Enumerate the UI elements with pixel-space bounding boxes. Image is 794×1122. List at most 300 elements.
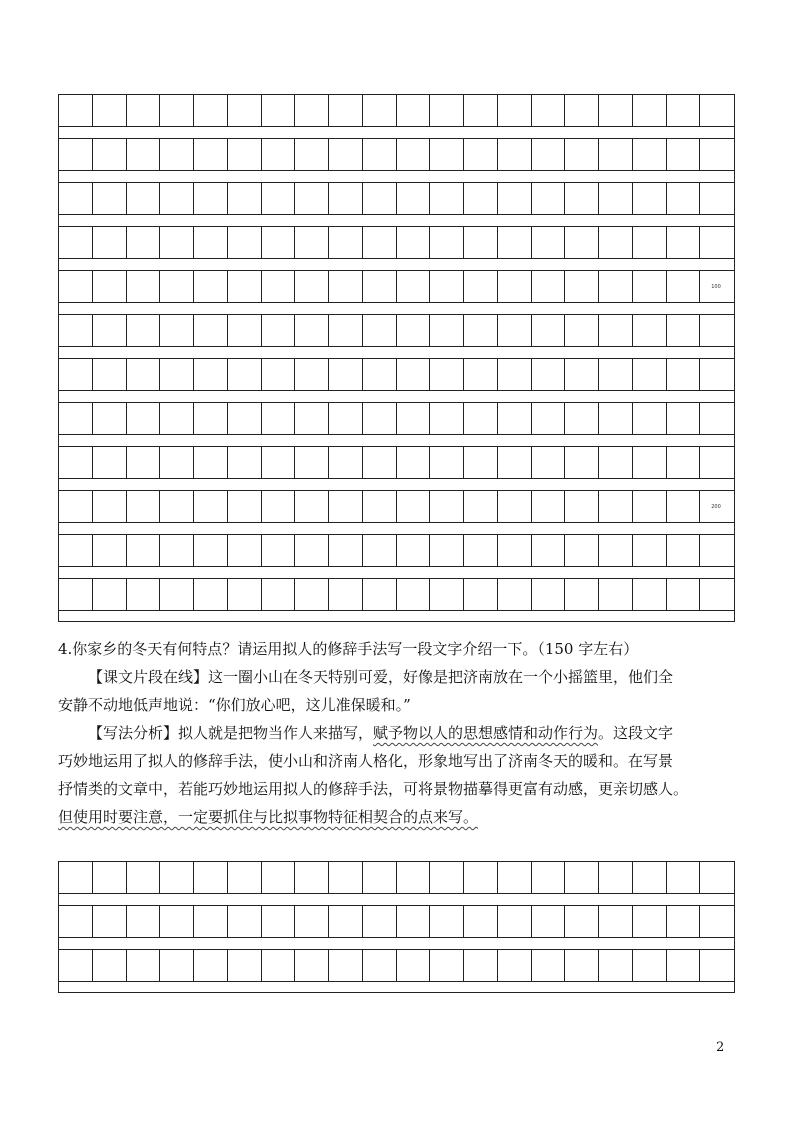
grid-cell[interactable]: [295, 227, 329, 258]
grid-cell[interactable]: [532, 862, 566, 893]
grid-cell[interactable]: [262, 227, 296, 258]
grid-cell[interactable]: [127, 447, 161, 478]
grid-cell[interactable]: [262, 183, 296, 214]
grid-cell[interactable]: [565, 906, 599, 937]
grid-cell[interactable]: [262, 535, 296, 566]
grid-cell[interactable]: [599, 862, 633, 893]
grid-cell[interactable]: [667, 315, 701, 346]
grid-cell[interactable]: [194, 535, 228, 566]
grid-cell[interactable]: [228, 579, 262, 610]
grid-cell[interactable]: [700, 95, 734, 126]
grid-cell[interactable]: [59, 403, 93, 434]
grid-cell[interactable]: [127, 183, 161, 214]
grid-cell[interactable]: [329, 403, 363, 434]
grid-cell[interactable]: [464, 315, 498, 346]
grid-cell[interactable]: [93, 359, 127, 390]
grid-cell[interactable]: [565, 315, 599, 346]
grid-cell[interactable]: [363, 403, 397, 434]
grid-cell[interactable]: [599, 183, 633, 214]
grid-cell[interactable]: [498, 579, 532, 610]
grid-cell[interactable]: [464, 535, 498, 566]
grid-cell[interactable]: [160, 139, 194, 170]
grid-cell[interactable]: [599, 535, 633, 566]
grid-cell[interactable]: [565, 862, 599, 893]
grid-cell[interactable]: [599, 271, 633, 302]
grid-cell[interactable]: [498, 359, 532, 390]
grid-cell[interactable]: [295, 271, 329, 302]
grid-cell[interactable]: [498, 862, 532, 893]
grid-cell[interactable]: [532, 491, 566, 522]
grid-cell[interactable]: [228, 447, 262, 478]
grid-cell[interactable]: [430, 491, 464, 522]
grid-cell[interactable]: [498, 139, 532, 170]
grid-cell[interactable]: [93, 950, 127, 981]
grid-cell[interactable]: [363, 183, 397, 214]
grid-cell[interactable]: [700, 139, 734, 170]
grid-cell[interactable]: [565, 579, 599, 610]
grid-cell[interactable]: [363, 491, 397, 522]
grid-cell[interactable]: [464, 579, 498, 610]
grid-cell[interactable]: [295, 906, 329, 937]
grid-cell[interactable]: [397, 227, 431, 258]
grid-cell[interactable]: [565, 271, 599, 302]
grid-cell[interactable]: [262, 447, 296, 478]
grid-cell[interactable]: [599, 579, 633, 610]
grid-cell[interactable]: [59, 491, 93, 522]
grid-cell[interactable]: [667, 95, 701, 126]
grid-cell[interactable]: [565, 359, 599, 390]
grid-cell[interactable]: [363, 359, 397, 390]
grid-cell[interactable]: [228, 403, 262, 434]
grid-cell[interactable]: [160, 271, 194, 302]
grid-cell[interactable]: [430, 862, 464, 893]
grid-cell[interactable]: [464, 95, 498, 126]
grid-cell[interactable]: [329, 491, 363, 522]
grid-cell[interactable]: [633, 906, 667, 937]
grid-cell[interactable]: [228, 862, 262, 893]
grid-cell[interactable]: [667, 491, 701, 522]
grid-cell[interactable]: [363, 579, 397, 610]
grid-cell[interactable]: [667, 227, 701, 258]
grid-cell[interactable]: [464, 403, 498, 434]
grid-cell[interactable]: [700, 183, 734, 214]
grid-cell[interactable]: [397, 139, 431, 170]
grid-cell[interactable]: [397, 579, 431, 610]
grid-cell[interactable]: [599, 906, 633, 937]
grid-cell[interactable]: [464, 447, 498, 478]
grid-cell[interactable]: [633, 315, 667, 346]
grid-cell[interactable]: [329, 359, 363, 390]
grid-cell[interactable]: [228, 227, 262, 258]
grid-cell[interactable]: [532, 906, 566, 937]
grid-cell[interactable]: [565, 447, 599, 478]
grid-cell[interactable]: [329, 579, 363, 610]
grid-cell[interactable]: [329, 447, 363, 478]
grid-cell[interactable]: [329, 139, 363, 170]
grid-cell[interactable]: [464, 227, 498, 258]
grid-cell[interactable]: [498, 491, 532, 522]
grid-cell[interactable]: [262, 950, 296, 981]
grid-cell[interactable]: [397, 403, 431, 434]
grid-cell[interactable]: [397, 359, 431, 390]
grid-cell[interactable]: [93, 906, 127, 937]
grid-cell[interactable]: [329, 315, 363, 346]
grid-cell[interactable]: [633, 227, 667, 258]
grid-cell[interactable]: [127, 862, 161, 893]
grid-cell[interactable]: [464, 491, 498, 522]
grid-cell[interactable]: [667, 403, 701, 434]
grid-cell[interactable]: [295, 579, 329, 610]
grid-cell[interactable]: [464, 271, 498, 302]
grid-cell[interactable]: [464, 950, 498, 981]
grid-cell[interactable]: [667, 579, 701, 610]
grid-cell[interactable]: [262, 491, 296, 522]
grid-cell[interactable]: [397, 491, 431, 522]
grid-cell[interactable]: [430, 95, 464, 126]
grid-cell[interactable]: [329, 862, 363, 893]
grid-cell[interactable]: [194, 906, 228, 937]
grid-cell[interactable]: [194, 403, 228, 434]
grid-cell[interactable]: [194, 95, 228, 126]
grid-cell[interactable]: [59, 862, 93, 893]
grid-cell[interactable]: [532, 403, 566, 434]
grid-cell[interactable]: [633, 535, 667, 566]
grid-cell[interactable]: [194, 862, 228, 893]
grid-cell[interactable]: [228, 95, 262, 126]
grid-cell[interactable]: [262, 271, 296, 302]
grid-cell[interactable]: [363, 447, 397, 478]
grid-cell[interactable]: [93, 183, 127, 214]
grid-cell[interactable]: [430, 950, 464, 981]
grid-cell[interactable]: [262, 139, 296, 170]
grid-cell[interactable]: [667, 359, 701, 390]
grid-cell[interactable]: [295, 139, 329, 170]
grid-cell[interactable]: [262, 862, 296, 893]
grid-cell[interactable]: [127, 535, 161, 566]
grid-cell[interactable]: [59, 579, 93, 610]
grid-cell[interactable]: [667, 950, 701, 981]
grid-cell[interactable]: [700, 950, 734, 981]
grid-cell[interactable]: [160, 315, 194, 346]
grid-cell[interactable]: [228, 906, 262, 937]
grid-cell[interactable]: [397, 862, 431, 893]
grid-cell[interactable]: [295, 95, 329, 126]
grid-cell[interactable]: [363, 535, 397, 566]
grid-cell[interactable]: [532, 315, 566, 346]
grid-cell[interactable]: [228, 359, 262, 390]
grid-cell[interactable]: [532, 950, 566, 981]
grid-cell[interactable]: [127, 359, 161, 390]
grid-cell[interactable]: [700, 535, 734, 566]
grid-cell[interactable]: [295, 447, 329, 478]
grid-cell[interactable]: [498, 950, 532, 981]
grid-cell[interactable]: [93, 271, 127, 302]
grid-cell[interactable]: [160, 227, 194, 258]
grid-cell[interactable]: [363, 906, 397, 937]
grid-cell[interactable]: [430, 906, 464, 937]
grid-cell[interactable]: [93, 139, 127, 170]
grid-cell[interactable]: [565, 950, 599, 981]
grid-cell[interactable]: [262, 403, 296, 434]
grid-cell[interactable]: [532, 271, 566, 302]
grid-cell[interactable]: [59, 271, 93, 302]
grid-cell[interactable]: [430, 315, 464, 346]
grid-cell[interactable]: [397, 315, 431, 346]
grid-cell[interactable]: [295, 359, 329, 390]
grid-cell[interactable]: [363, 95, 397, 126]
grid-cell[interactable]: [599, 403, 633, 434]
grid-cell[interactable]: [700, 227, 734, 258]
grid-cell[interactable]: [127, 227, 161, 258]
grid-cell[interactable]: [228, 271, 262, 302]
grid-cell[interactable]: [565, 403, 599, 434]
grid-cell[interactable]: [295, 183, 329, 214]
grid-cell[interactable]: [59, 535, 93, 566]
grid-cell[interactable]: [700, 359, 734, 390]
grid-cell[interactable]: [430, 403, 464, 434]
grid-cell[interactable]: [59, 359, 93, 390]
grid-cell[interactable]: [194, 359, 228, 390]
grid-cell[interactable]: [329, 227, 363, 258]
grid-cell[interactable]: [430, 579, 464, 610]
grid-cell[interactable]: [363, 139, 397, 170]
grid-cell[interactable]: [532, 227, 566, 258]
grid-cell[interactable]: [700, 491, 734, 522]
grid-cell[interactable]: [295, 403, 329, 434]
grid-cell[interactable]: [295, 491, 329, 522]
grid-cell[interactable]: [194, 271, 228, 302]
grid-cell[interactable]: [160, 447, 194, 478]
grid-cell[interactable]: [194, 315, 228, 346]
grid-cell[interactable]: [262, 579, 296, 610]
grid-cell[interactable]: [194, 950, 228, 981]
grid-cell[interactable]: [262, 95, 296, 126]
grid-cell[interactable]: [127, 315, 161, 346]
grid-cell[interactable]: [498, 315, 532, 346]
grid-cell[interactable]: [700, 447, 734, 478]
grid-cell[interactable]: [667, 271, 701, 302]
grid-cell[interactable]: [430, 271, 464, 302]
grid-cell[interactable]: [194, 447, 228, 478]
grid-cell[interactable]: [599, 491, 633, 522]
grid-cell[interactable]: [228, 139, 262, 170]
grid-cell[interactable]: [498, 403, 532, 434]
grid-cell[interactable]: [464, 862, 498, 893]
grid-cell[interactable]: [228, 950, 262, 981]
grid-cell[interactable]: [329, 535, 363, 566]
grid-cell[interactable]: [329, 906, 363, 937]
grid-cell[interactable]: [397, 535, 431, 566]
grid-cell[interactable]: [430, 227, 464, 258]
grid-cell[interactable]: [228, 315, 262, 346]
grid-cell[interactable]: [700, 315, 734, 346]
grid-cell[interactable]: [59, 950, 93, 981]
grid-cell[interactable]: [160, 359, 194, 390]
grid-cell[interactable]: [295, 950, 329, 981]
grid-cell[interactable]: [667, 447, 701, 478]
grid-cell[interactable]: [127, 95, 161, 126]
grid-cell[interactable]: [93, 403, 127, 434]
grid-cell[interactable]: [160, 403, 194, 434]
grid-cell[interactable]: [498, 183, 532, 214]
grid-cell[interactable]: [633, 491, 667, 522]
grid-cell[interactable]: [599, 447, 633, 478]
grid-cell[interactable]: [700, 271, 734, 302]
grid-cell[interactable]: [127, 403, 161, 434]
grid-cell[interactable]: [498, 227, 532, 258]
grid-cell[interactable]: [532, 579, 566, 610]
grid-cell[interactable]: [93, 95, 127, 126]
grid-cell[interactable]: [295, 862, 329, 893]
grid-cell[interactable]: [160, 906, 194, 937]
grid-cell[interactable]: [633, 359, 667, 390]
grid-cell[interactable]: [498, 535, 532, 566]
grid-cell[interactable]: [565, 535, 599, 566]
grid-cell[interactable]: [93, 315, 127, 346]
grid-cell[interactable]: [397, 183, 431, 214]
grid-cell[interactable]: [498, 906, 532, 937]
grid-cell[interactable]: [667, 906, 701, 937]
grid-cell[interactable]: [464, 139, 498, 170]
grid-cell[interactable]: [498, 447, 532, 478]
grid-cell[interactable]: [667, 535, 701, 566]
grid-cell[interactable]: [599, 315, 633, 346]
grid-cell[interactable]: [700, 862, 734, 893]
grid-cell[interactable]: [363, 315, 397, 346]
grid-cell[interactable]: [329, 95, 363, 126]
grid-cell[interactable]: [599, 95, 633, 126]
grid-cell[interactable]: [160, 950, 194, 981]
grid-cell[interactable]: [160, 862, 194, 893]
grid-cell[interactable]: [565, 491, 599, 522]
grid-cell[interactable]: [667, 139, 701, 170]
grid-cell[interactable]: [127, 906, 161, 937]
grid-cell[interactable]: [430, 447, 464, 478]
grid-cell[interactable]: [59, 227, 93, 258]
grid-cell[interactable]: [464, 183, 498, 214]
grid-cell[interactable]: [228, 491, 262, 522]
grid-cell[interactable]: [532, 447, 566, 478]
grid-cell[interactable]: [397, 906, 431, 937]
grid-cell[interactable]: [667, 183, 701, 214]
grid-cell[interactable]: [295, 535, 329, 566]
grid-cell[interactable]: [59, 906, 93, 937]
grid-cell[interactable]: [93, 447, 127, 478]
grid-cell[interactable]: [633, 403, 667, 434]
grid-cell[interactable]: [430, 139, 464, 170]
grid-cell[interactable]: [565, 95, 599, 126]
grid-cell[interactable]: [194, 227, 228, 258]
grid-cell[interactable]: [127, 491, 161, 522]
grid-cell[interactable]: [127, 139, 161, 170]
grid-cell[interactable]: [397, 447, 431, 478]
grid-cell[interactable]: [599, 359, 633, 390]
grid-cell[interactable]: [194, 579, 228, 610]
grid-cell[interactable]: [498, 95, 532, 126]
grid-cell[interactable]: [93, 227, 127, 258]
grid-cell[interactable]: [160, 95, 194, 126]
grid-cell[interactable]: [397, 950, 431, 981]
grid-cell[interactable]: [599, 227, 633, 258]
grid-cell[interactable]: [93, 862, 127, 893]
grid-cell[interactable]: [160, 535, 194, 566]
grid-cell[interactable]: [532, 183, 566, 214]
grid-cell[interactable]: [633, 862, 667, 893]
grid-cell[interactable]: [160, 579, 194, 610]
grid-cell[interactable]: [59, 447, 93, 478]
grid-cell[interactable]: [59, 315, 93, 346]
grid-cell[interactable]: [532, 95, 566, 126]
grid-cell[interactable]: [228, 183, 262, 214]
grid-cell[interactable]: [532, 359, 566, 390]
grid-cell[interactable]: [700, 403, 734, 434]
grid-cell[interactable]: [194, 183, 228, 214]
grid-cell[interactable]: [633, 950, 667, 981]
grid-cell[interactable]: [633, 447, 667, 478]
grid-cell[interactable]: [93, 535, 127, 566]
grid-cell[interactable]: [700, 906, 734, 937]
grid-cell[interactable]: [633, 183, 667, 214]
grid-cell[interactable]: [464, 906, 498, 937]
grid-cell[interactable]: [633, 95, 667, 126]
grid-cell[interactable]: [633, 579, 667, 610]
grid-cell[interactable]: [599, 139, 633, 170]
grid-cell[interactable]: [59, 183, 93, 214]
grid-cell[interactable]: [59, 95, 93, 126]
grid-cell[interactable]: [397, 95, 431, 126]
grid-cell[interactable]: [329, 183, 363, 214]
grid-cell[interactable]: [262, 359, 296, 390]
grid-cell[interactable]: [363, 227, 397, 258]
grid-cell[interactable]: [532, 139, 566, 170]
grid-cell[interactable]: [667, 862, 701, 893]
grid-cell[interactable]: [329, 271, 363, 302]
grid-cell[interactable]: [194, 491, 228, 522]
grid-cell[interactable]: [329, 950, 363, 981]
grid-cell[interactable]: [430, 183, 464, 214]
grid-cell[interactable]: [262, 906, 296, 937]
grid-cell[interactable]: [228, 535, 262, 566]
grid-cell[interactable]: [59, 139, 93, 170]
grid-cell[interactable]: [397, 271, 431, 302]
grid-cell[interactable]: [464, 359, 498, 390]
grid-cell[interactable]: [565, 227, 599, 258]
grid-cell[interactable]: [160, 183, 194, 214]
grid-cell[interactable]: [498, 271, 532, 302]
grid-cell[interactable]: [127, 579, 161, 610]
grid-cell[interactable]: [532, 535, 566, 566]
grid-cell[interactable]: [430, 535, 464, 566]
grid-cell[interactable]: [93, 491, 127, 522]
grid-cell[interactable]: [363, 862, 397, 893]
grid-cell[interactable]: [127, 950, 161, 981]
grid-cell[interactable]: [633, 139, 667, 170]
grid-cell[interactable]: [262, 315, 296, 346]
grid-cell[interactable]: [127, 271, 161, 302]
grid-cell[interactable]: [700, 579, 734, 610]
grid-cell[interactable]: [363, 271, 397, 302]
grid-cell[interactable]: [194, 139, 228, 170]
grid-cell[interactable]: [93, 579, 127, 610]
grid-cell[interactable]: [599, 950, 633, 981]
grid-cell[interactable]: [363, 950, 397, 981]
grid-cell[interactable]: [565, 183, 599, 214]
grid-cell[interactable]: [633, 271, 667, 302]
grid-cell[interactable]: [295, 315, 329, 346]
grid-cell[interactable]: [430, 359, 464, 390]
grid-cell[interactable]: [160, 491, 194, 522]
grid-cell[interactable]: [565, 139, 599, 170]
